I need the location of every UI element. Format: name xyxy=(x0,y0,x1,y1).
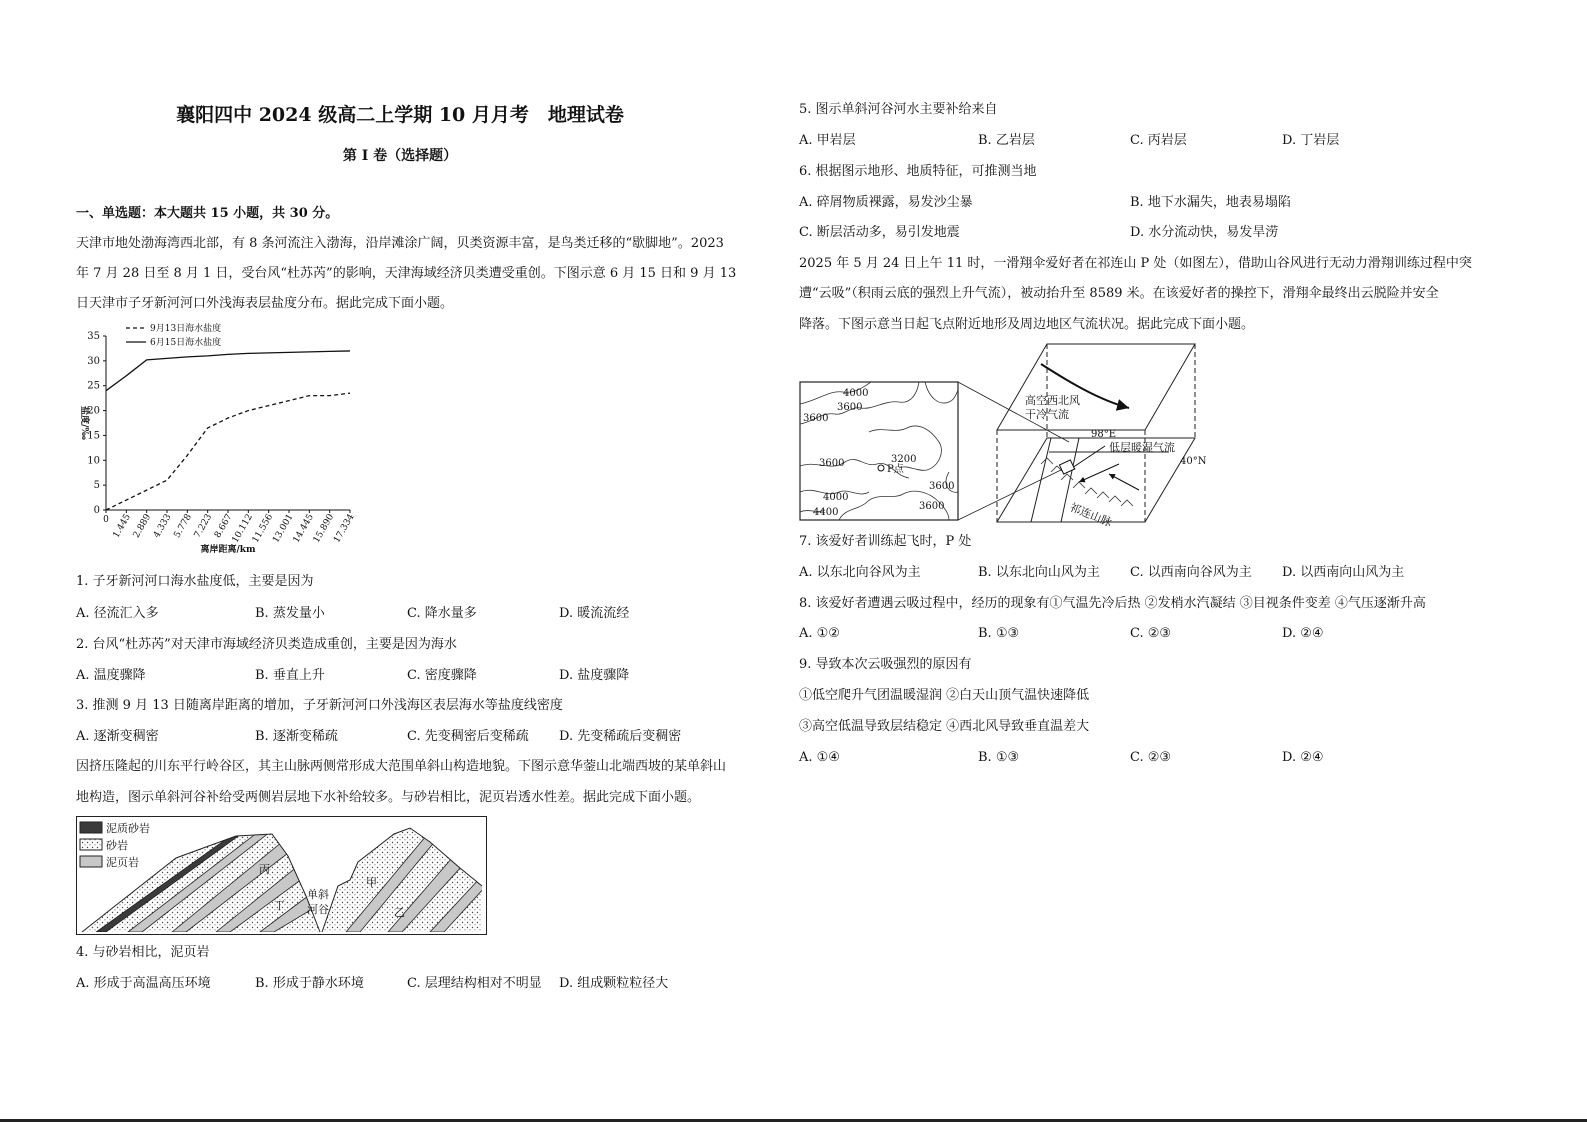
geology-figure xyxy=(76,816,488,936)
x-tick-label: 1.445 xyxy=(111,512,133,540)
option-c[interactable]: C. ②③ xyxy=(1130,750,1172,765)
passage-line: 天津市地处渤海湾西北部，有 8 条河流注入渤海，沿岸滩涂广阔，贝类资源丰富，是鸟类迁移的“歇脚地”。2023 xyxy=(76,236,724,251)
lower-air-label: 低层暖湿气流 xyxy=(1109,441,1175,454)
x-tick-label: 13.001 xyxy=(271,512,296,545)
option-d[interactable]: D. 水分流动快，易发旱涝 xyxy=(1130,225,1279,240)
valley-label: 河谷 xyxy=(307,903,329,916)
y-tick-label: 30 xyxy=(87,355,100,367)
y-tick-label: 15 xyxy=(87,430,100,442)
y-tick-label: 0 xyxy=(93,505,100,516)
statement-line: ①低空爬升气团温暖湿润 ②白天山顶气温快速降低 xyxy=(799,688,1090,703)
contour-label: 3600 xyxy=(803,413,829,424)
legend-label: 泥页岩 xyxy=(106,856,139,869)
option-d[interactable]: D. 先变稀疏后变稠密 xyxy=(559,729,682,744)
contour-label: 3600 xyxy=(819,458,845,469)
contour-label: 4000 xyxy=(823,492,849,503)
legend-swatch-muddy-sandstone xyxy=(80,822,102,833)
option-a[interactable]: A. ①④ xyxy=(799,750,840,765)
option-a[interactable]: A. 碎屑物质裸露，易发沙尘暴 xyxy=(799,195,973,210)
question-stem: 8. 该爱好者遭遇云吸过程中，经历的现象有①气温先冷后热 ②发梢水汽凝结 ③目视条件变差 ④气压逐渐升高 xyxy=(799,596,1426,611)
option-d[interactable]: D. ②④ xyxy=(1282,750,1324,765)
passage-line: 地构造，图示单斜河谷补给受两侧岩层地下水补给较多。与砂岩相比，泥页岩透水性差。据此完成下面小题。 xyxy=(76,790,701,805)
option-b[interactable]: B. 逐渐变稀疏 xyxy=(255,729,338,744)
option-b[interactable]: B. 蒸发量小 xyxy=(255,606,325,621)
option-a[interactable]: A. ①② xyxy=(799,626,840,641)
x-tick-label: 11.556 xyxy=(250,512,276,545)
y-tick-label: 10 xyxy=(87,455,100,467)
contour-label: 3200 xyxy=(891,454,917,465)
contour-label: 4400 xyxy=(813,507,839,518)
x-tick-label: 10.112 xyxy=(230,512,255,545)
y-axis-label: 盐度/‰ xyxy=(79,406,89,440)
option-d[interactable]: D. 以西南向山风为主 xyxy=(1282,565,1405,580)
question-stem: 6. 根据图示地形、地质特征，可推测当地 xyxy=(799,164,1037,179)
y-tick-label: 25 xyxy=(87,380,100,392)
x-tick-label: 17.334 xyxy=(332,512,357,545)
option-d[interactable]: D. 盐度骤降 xyxy=(559,668,630,683)
x-tick-label: 2.889 xyxy=(131,512,154,540)
legend-label: 砂岩 xyxy=(106,839,128,852)
option-a[interactable]: A. 形成于高温高压环境 xyxy=(76,976,211,991)
legend-label: 6月15日海水盐度 xyxy=(150,338,222,348)
x-axis-label: 离岸距离/km xyxy=(200,545,256,555)
question-stem: 3. 推测 9 月 13 日随离岸距离的增加，子牙新河河口外浅海区表层海水等盐度线密度 xyxy=(76,698,563,713)
x-tick-label: 7.223 xyxy=(192,512,215,540)
option-a[interactable]: A. 温度骤降 xyxy=(76,668,146,683)
option-b[interactable]: B. 乙岩层 xyxy=(978,133,1035,148)
series-line-1 xyxy=(106,393,350,510)
series-line-2 xyxy=(106,351,350,391)
option-c[interactable]: C. 降水量多 xyxy=(407,606,477,621)
option-d[interactable]: D. ②④ xyxy=(1282,626,1324,641)
option-a[interactable]: A. 甲岩层 xyxy=(799,133,856,148)
question-stem: 4. 与砂岩相比，泥页岩 xyxy=(76,945,210,960)
option-b[interactable]: B. 以东北向山风为主 xyxy=(978,565,1100,580)
contour-label: 3600 xyxy=(919,501,945,512)
option-c[interactable]: C. 层理结构相对不明显 xyxy=(407,976,542,991)
contour-label: 3600 xyxy=(837,402,863,413)
y-tick-label: 35 xyxy=(87,331,100,342)
question-stem: 9. 导致本次云吸强烈的原因有 xyxy=(799,657,972,672)
contour-label: 4000 xyxy=(843,388,869,399)
question-stem: 5. 图示单斜河谷河水主要补给来自 xyxy=(799,102,998,117)
y-tick-label: 20 xyxy=(87,405,100,417)
x-tick-label: 14.445 xyxy=(291,512,316,545)
option-a[interactable]: A. 逐渐变稠密 xyxy=(76,729,159,744)
latitude-label: 40°N xyxy=(1180,456,1207,467)
upper-air-label: 干冷气流 xyxy=(1025,408,1069,421)
longitude-label: 98°E xyxy=(1091,429,1117,440)
mountain-symbols xyxy=(1041,458,1133,506)
question-stem: 1. 子牙新河河口海水盐度低，主要是因为 xyxy=(76,574,314,589)
page-title: 襄阳四中 2024 级高二上学期 10 月月考 地理试卷 xyxy=(176,104,624,126)
qilian-figure xyxy=(799,342,1207,530)
legend-swatch-sandstone xyxy=(80,839,102,850)
stratum-label-jia: 甲 xyxy=(366,876,377,889)
option-c[interactable]: C. 以西南向谷风为主 xyxy=(1130,565,1252,580)
option-b[interactable]: B. ①③ xyxy=(978,750,1020,765)
passage-line: 降落。下图示意当日起飞点附近地形及周边地区气流状况。据此完成下面小题。 xyxy=(799,317,1255,332)
passage-line: 遭“云吸”（积雨云底的强烈上升气流），被动抬升至 8589 米。在该爱好者的操控下，滑翔伞最终出云脱险并安全 xyxy=(799,286,1439,301)
page-subtitle: 第 I 卷（选择题） xyxy=(342,148,458,164)
option-b[interactable]: B. 地下水漏失，地表易塌陷 xyxy=(1130,195,1291,210)
stratum-label-bing: 丙 xyxy=(259,863,270,876)
option-a[interactable]: A. 径流汇入多 xyxy=(76,606,159,621)
option-c[interactable]: C. 丙岩层 xyxy=(1130,133,1187,148)
question-stem: 2. 台风“杜苏芮”对天津市海域经济贝类造成重创，主要是因为海水 xyxy=(76,637,457,652)
y-tick-label: 5 xyxy=(93,480,100,492)
option-c[interactable]: C. ②③ xyxy=(1130,626,1172,641)
point-p-marker xyxy=(878,465,884,471)
option-d[interactable]: D. 组成颗粒粒径大 xyxy=(559,976,669,991)
question-stem: 7. 该爱好者训练起飞时，P 处 xyxy=(799,534,972,549)
stratum-label-ding: 丁 xyxy=(274,899,285,912)
passage-line: 日天津市子牙新河河口外浅海表层盐度分布。据此完成下面小题。 xyxy=(76,296,454,311)
legend-label: 泥质砂岩 xyxy=(106,822,150,835)
upper-air-label: 高空西北风 xyxy=(1025,394,1080,407)
contour-label: 3600 xyxy=(929,481,955,492)
x-tick-label: 15.890 xyxy=(311,512,337,545)
option-b[interactable]: B. ①③ xyxy=(978,626,1020,641)
x-tick-label: 8.667 xyxy=(213,512,235,540)
option-a[interactable]: A. 以东北向谷风为主 xyxy=(799,565,921,580)
statement-line: ③高空低温导致层结稳定 ④西北风导致垂直温差大 xyxy=(799,719,1090,734)
option-d[interactable]: D. 暖流流经 xyxy=(559,606,630,621)
option-b[interactable]: B. 形成于静水环境 xyxy=(255,976,364,991)
x-tick-label: 4.333 xyxy=(152,512,174,540)
x-tick-label: 0 xyxy=(103,515,109,525)
passage-line: 2025 年 5 月 24 日上午 11 时，一滑翔伞爱好者在祁连山 P 处（如图左），借助山谷风进行无动力滑翔训练过程中突 xyxy=(799,256,1472,271)
point-p-label: P点 xyxy=(887,464,904,475)
option-c[interactable]: C. 断层活动多，易引发地震 xyxy=(799,225,960,240)
valley-label: 单斜 xyxy=(307,888,329,901)
option-c[interactable]: C. 密度骤降 xyxy=(407,668,477,683)
stratum-label-yi: 乙 xyxy=(394,906,405,919)
option-b[interactable]: B. 垂直上升 xyxy=(255,668,325,683)
section-heading: 一、单选题：本大题共 15 小题，共 30 分。 xyxy=(76,206,339,221)
legend-label: 9月13日海水盐度 xyxy=(150,324,222,334)
passage-line: 因挤压隆起的川东平行岭谷区，其主山脉两侧常形成大范围单斜山构造地貌。下图示意华蓥山北端西坡的某单斜山 xyxy=(76,759,727,774)
legend-swatch-shale xyxy=(80,856,102,867)
option-d[interactable]: D. 丁岩层 xyxy=(1282,133,1340,148)
x-tick-label: 5.778 xyxy=(172,512,194,540)
salinity-chart xyxy=(70,322,370,562)
passage-line: 年 7 月 28 日至 8 月 1 日，受台风“杜苏芮”的影响，天津海域经济贝类遭受重创。下图示意 6 月 15 日和 9 月 13 xyxy=(76,266,737,281)
mountain-range-label: 祁连山脉 xyxy=(1067,500,1114,530)
option-c[interactable]: C. 先变稠密后变稀疏 xyxy=(407,729,529,744)
